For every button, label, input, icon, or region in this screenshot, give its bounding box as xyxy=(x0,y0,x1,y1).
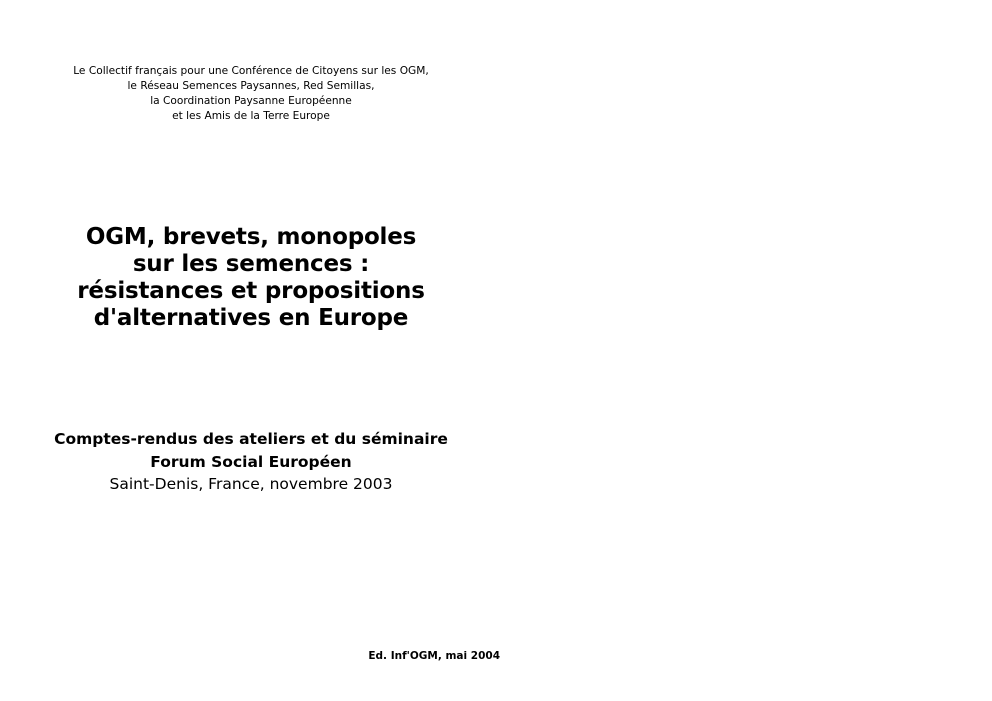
organizers-line: Le Collectif français pour une Conférence de Citoyens sur les OGM, xyxy=(73,65,429,77)
document-title xyxy=(0,224,502,332)
subtitle-forum: Forum Social Européen xyxy=(150,452,352,471)
organizers-block xyxy=(0,64,502,124)
title-line: d'alternatives en Europe xyxy=(93,305,409,331)
organizers-line: et les Amis de la Terre Europe xyxy=(172,110,330,122)
organizers-line: la Coordination Paysanne Européenne xyxy=(150,95,352,107)
subtitle-block xyxy=(0,428,502,496)
title-line: OGM, brevets, monopoles xyxy=(85,224,417,250)
title-line: sur les semences : xyxy=(132,251,370,277)
edition-note: Ed. Inf'OGM, mai 2004 xyxy=(368,650,500,662)
subtitle-reports: Comptes-rendus des ateliers et du séminaire xyxy=(54,430,448,448)
organizers-line: le Réseau Semences Paysannes, Red Semillas, xyxy=(127,80,375,92)
subtitle-place-date: Saint-Denis, France, novembre 2003 xyxy=(109,475,393,493)
title-line: résistances et propositions xyxy=(77,278,425,304)
